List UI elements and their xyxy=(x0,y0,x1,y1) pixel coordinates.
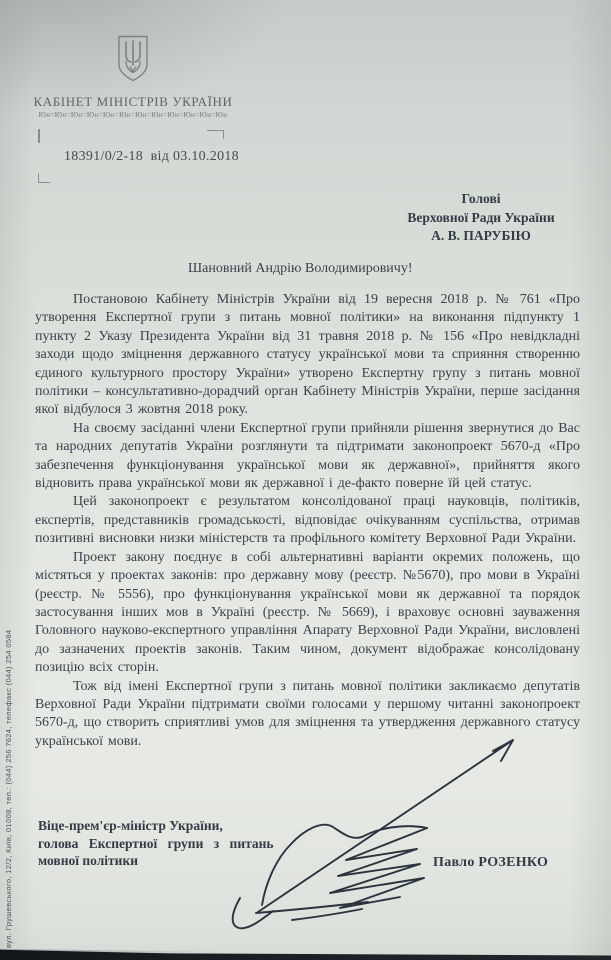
signature-title-block xyxy=(38,817,293,870)
body-paragraph: Проект закону поєднує в собі альтернативні варіанти окремих положень, що містяться у проектах законів: про державну мову (реєстр. №5670), про мови в Україні (реєстр. № 5556), про функціонування української мови як державної та порядок застосування інших мов в Україні (реєстр. № 5669), і враховує основні зауваження Головного науково-експертного управління Апарату Верховної Ради України, висловлені до зазначених проектів законів. Таким чином, документ відображає консолідовану позицію всіх сторін. xyxy=(35,549,580,676)
photo-edge xyxy=(0,948,611,960)
reference-number: 18391/0/2-18 від 03.10.2018 xyxy=(64,149,239,164)
signature-title-line: мовної політики xyxy=(38,853,139,868)
org-name: КАБІНЕТ МІНІСТРІВ УКРАЇНИ xyxy=(33,94,233,109)
signature-title-line: голова Експертної групи з питань xyxy=(38,835,274,851)
addressee-line: А. В. ПАРУБІЮ xyxy=(431,228,531,243)
body-paragraph: Постановою Кабінету Міністрів України від 19 вересня 2018 р. № 761 «Про утворення Експертної групи з питань мовної політики» на виконання підпункту 1 пункту 2 Указу Президента України від 31 травня 2018 р. № 156 «Про невідкладні заходи щодо зміцнення державного статусу української мови та сприяння створенню єдиного культурного простору України» утворено Експертну групу з питань мовної політики – консультативно-дорадчий орган Кабінету Міністрів України, перше засідання якої відбулося 3 жовтня 2018 року. xyxy=(35,292,580,418)
signer-name: Павло РОЗЕНКО xyxy=(433,855,549,870)
letterhead-ornament: Юн=Юн=Юн=Юн=Юн=Юн=Юн=Юн=Юн=Юн=Юн=Юн xyxy=(38,111,228,119)
body-paragraph: На своєму засіданні члени Експертної групи прийняли рішення звернутися до Вас та народних депутатів України розглянути та підтримати законопроект 5670-д «Про забезпечення функціонування української мови як державної», прийняття якого відновить права української мови як державної і де-факто поверне їй цей статус. xyxy=(35,420,580,492)
addressee-line: Верховної Ради України xyxy=(407,209,555,225)
signature-title-line: Віце-прем'єр-міністр України, xyxy=(38,818,223,833)
salutation: Шановний Андрію Володимировичу! xyxy=(188,261,413,276)
corner-mark-bottom-left xyxy=(38,173,50,183)
body-paragraph: Цей законопроект є результатом консолідованої праці науковців, політиків, експертів, представників громадськості, відповідає очікуванням суспільства, отримав позитивні висновки низки міністерств та профільного комітету Верховної Ради України. xyxy=(35,494,580,547)
addressee-line: Голові xyxy=(461,191,501,206)
body-paragraph: Тож від імені Експертної групи з питань мовної політики закликаємо депутатів Верховної Ради України підтримати своїми голосами у першому читанні законопроект 5670-д, що створить сприятливі умов для зміцнення та утвердження державного статусу української мови. xyxy=(35,678,580,749)
addressee-block xyxy=(392,190,570,246)
letterhead xyxy=(28,34,238,119)
tryzub-emblem-icon xyxy=(115,34,151,84)
letter-body xyxy=(35,291,580,751)
corner-mark-left xyxy=(38,129,40,143)
corner-mark-right xyxy=(207,130,224,139)
footer-address: вул. Грушевського, 12/2, Київ, 01008, тел.: (044) 256 7624, телефакс (044) 254 0584 xyxy=(4,629,13,948)
